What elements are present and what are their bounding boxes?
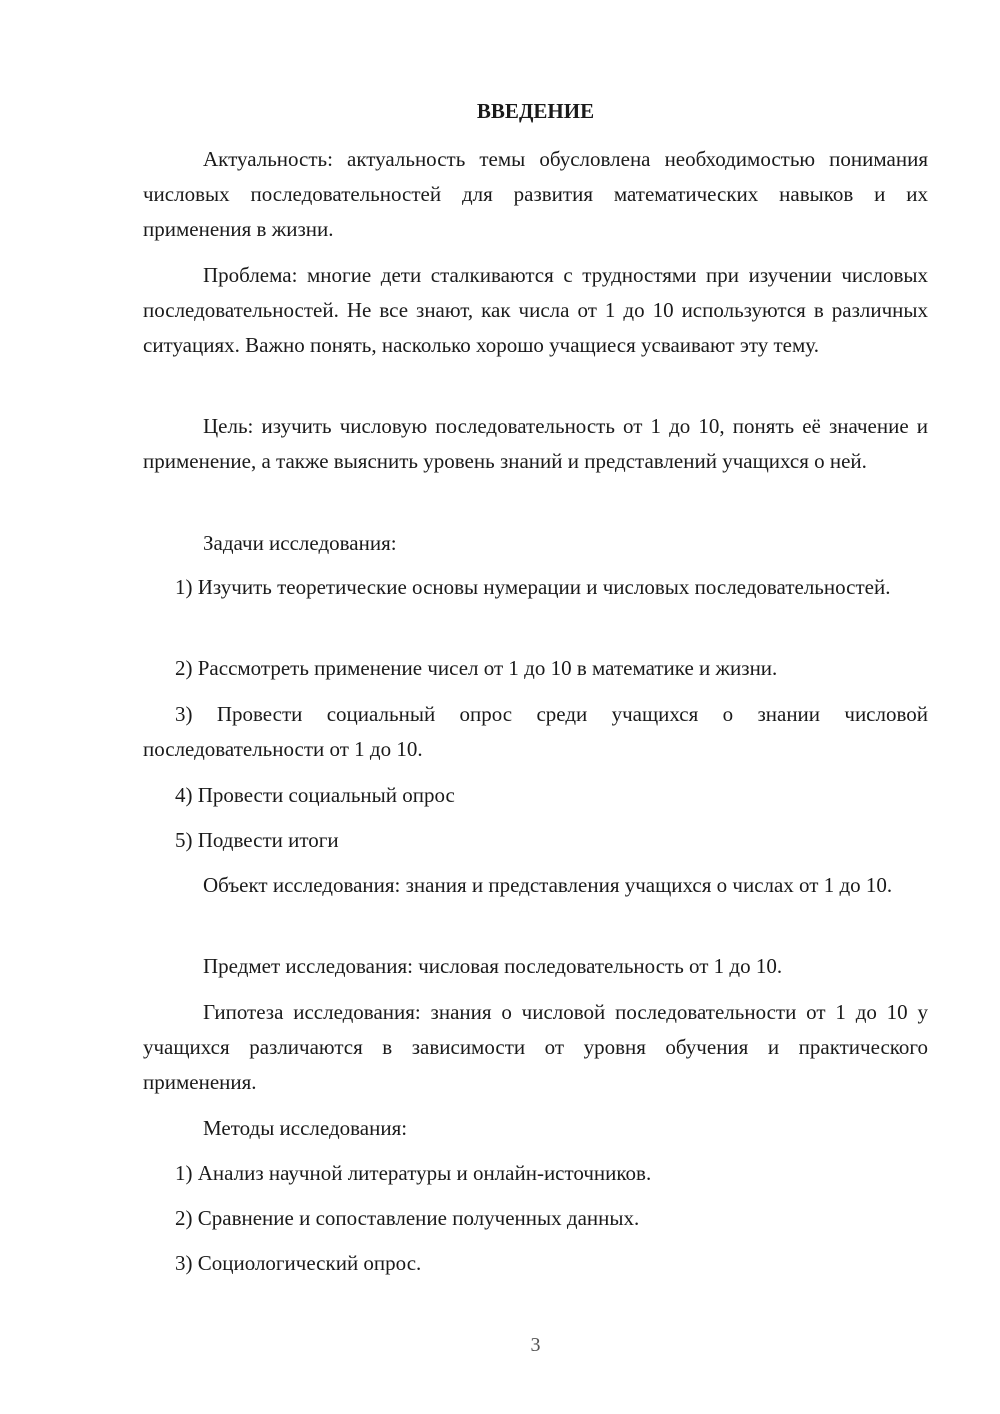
method-item-2: 2) Сравнение и сопоставление полученных данных. [175,1206,640,1230]
paragraph-problem: Проблема: многие дети сталкиваются с трудностями при изучении числовых последовательностей. Не все знают, как числа от 1 до 10 используются в различных ситуациях. Важно понять, насколько хорошо учащиеся усваивают эту тему. [143,263,928,357]
paragraph-subject: Предмет исследования: числовая последовательность от 1 до 10. [203,954,783,978]
tasks-heading: Задачи исследования: [203,531,397,555]
methods-heading: Методы исследования: [203,1116,408,1140]
method-item-1: 1) Анализ научной литературы и онлайн-источников. [175,1161,652,1185]
method-item-3: 3) Социологический опрос. [175,1251,422,1275]
task-item-2: 2) Рассмотреть применение чисел от 1 до 10 в математике и жизни. [175,656,778,680]
paragraph-goal: Цель: изучить числовую последовательность от 1 до 10, понять её значение и применение, а также выяснить уровень знаний и представлений учащихся о ней. [143,414,928,473]
page-number: 3 [530,1334,541,1356]
paragraph-relevance: Актуальность: актуальность темы обусловлена необходимостью понимания числовых последовательностей для развития математических навыков и их применения в жизни. [143,147,928,241]
page-title: ВВЕДЕНИЕ [476,99,595,123]
task-item-3: 3) Провести социальный опрос среди учащихся о знании числовой последовательности от 1 до 10. [143,702,928,761]
task-item-1: 1) Изучить теоретические основы нумерации и числовых последовательностей. [175,575,891,599]
paragraph-object: Объект исследования: знания и представления учащихся о числах от 1 до 10. [203,873,893,897]
task-item-4: 4) Провести социальный опрос [175,783,455,807]
document-page [143,0,928,1414]
task-item-5: 5) Подвести итоги [175,828,339,852]
paragraph-hypothesis: Гипотеза исследования: знания о числовой последовательности от 1 до 10 у учащихся различаются в зависимости от уровня обучения и практического применения. [143,1000,928,1094]
